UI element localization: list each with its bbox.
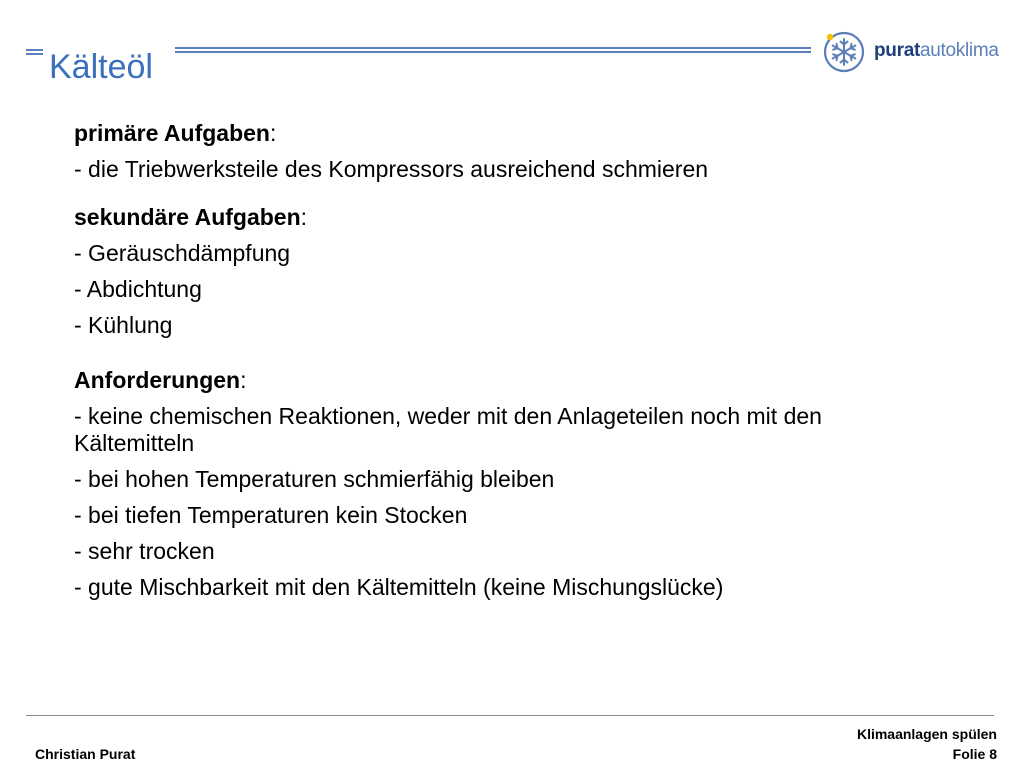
section-heading xyxy=(74,204,954,231)
snowflake-logo-icon xyxy=(822,30,866,74)
section-primary-tasks xyxy=(74,120,954,183)
list-item: - Abdichtung xyxy=(74,276,202,302)
list-item: - gute Mischbarkeit mit den Kältemitteln (keine Mischungslücke) xyxy=(74,574,724,600)
slide-content xyxy=(74,120,954,601)
section-heading-colon: : xyxy=(300,204,308,230)
footer-author: Christian Purat xyxy=(35,746,136,762)
list-item: - bei hohen Temperaturen schmierfähig bleiben xyxy=(74,466,555,492)
list-item: - sehr trocken xyxy=(74,538,215,564)
presentation-title: Klimaanlagen spülen xyxy=(856,726,997,742)
logo-word-autoklima: autoklima xyxy=(920,40,999,61)
logo-wordmark xyxy=(874,38,999,64)
title-double-rule xyxy=(175,47,811,49)
section-heading xyxy=(74,120,954,147)
section-secondary-tasks xyxy=(74,204,954,339)
title-left-decor-line xyxy=(26,49,43,51)
slide-number: Folie 8 xyxy=(952,746,997,762)
list-item: - die Triebwerksteile des Kompressors ausreichend schmieren xyxy=(74,156,709,182)
list-item: - bei tiefen Temperaturen kein Stocken xyxy=(74,502,468,528)
footer-slide-info xyxy=(857,724,997,764)
section-heading-label: sekundäre Aufgaben xyxy=(74,204,301,230)
list-item: - Geräuschdämpfung xyxy=(74,240,291,266)
logo-word-purat: purat xyxy=(874,40,921,61)
section-heading xyxy=(74,367,954,394)
list-item: - Kühlung xyxy=(74,312,173,338)
section-requirements xyxy=(74,367,954,601)
company-logo xyxy=(822,30,1012,78)
section-heading-label: Anforderungen xyxy=(74,367,241,393)
section-heading-label: primäre Aufgaben xyxy=(74,120,270,146)
footer-divider xyxy=(26,715,994,716)
list-item: - keine chemischen Reaktionen, weder mit den Anlageteilen noch mit den Kältemitteln xyxy=(74,403,822,456)
page-title: Kälteöl xyxy=(49,47,153,86)
section-heading-colon: : xyxy=(269,120,277,146)
section-heading-colon: : xyxy=(240,367,247,393)
